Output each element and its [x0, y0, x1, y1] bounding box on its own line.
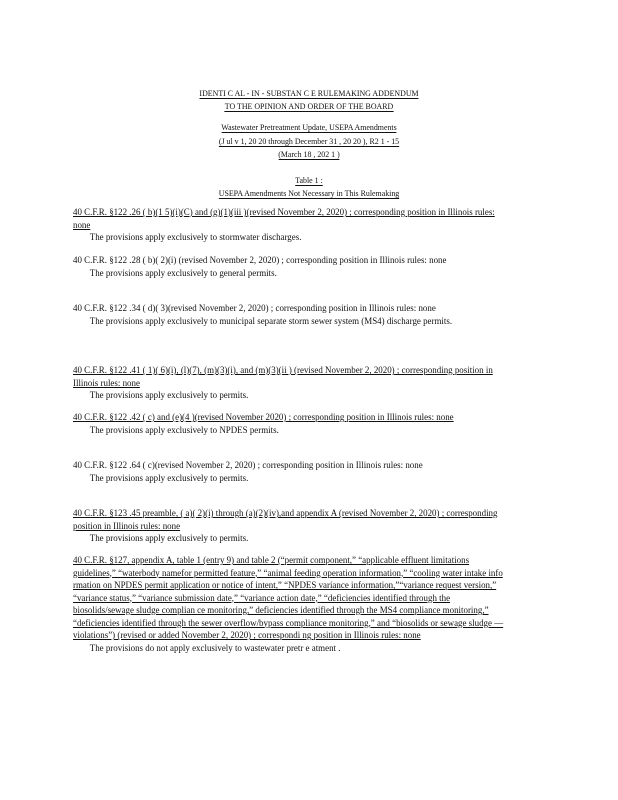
entry-citation: 40 C.F.R. §122 .28 ( b)( 2)(i) (revised November 2, 2020) ; corresponding position in Illinois rules: none — [73, 255, 447, 266]
entry-5 — [73, 412, 505, 437]
title-text: IDENTI C AL - IN - SUBSTAN C E RULEMAKING ADDENDUM — [199, 88, 419, 98]
entry-description: The provisions apply exclusively to NPDES permits. — [89, 424, 279, 436]
entry-citation: 40 C.F.R. §122 .26 ( b)(1 5)(i)(C) and (g)(1)(iii )(revised November 2, 2020) ; corresponding position in Illinois rules: none — [73, 207, 495, 231]
entry-3 — [73, 303, 505, 328]
docket-line1 — [25, 122, 594, 133]
entry-6 — [73, 460, 505, 485]
entry-citation: 40 C.F.R. §122 .42 ( c) and (e)(4 )(revised November 2020) ; corresponding position in Illinois rules: none — [73, 412, 454, 423]
table-title-text: Table 1 : — [295, 175, 323, 185]
docket-text: (March 18 , 202 1 ) — [278, 149, 340, 159]
entry-description: The provisions apply exclusively to municipal separate storm sewer system (MS4) discharge permits. — [89, 315, 453, 327]
entry-description: The provisions apply exclusively to general permits. — [89, 267, 277, 279]
table-title — [25, 175, 594, 186]
docket-line2 — [25, 136, 594, 147]
entry-citation: 40 C.F.R. §122 .64 ( c)(revised November 2, 2020) ; corresponding position in Illinois rules: none — [73, 460, 423, 471]
entry-4 — [73, 365, 505, 403]
entry-8 — [73, 555, 505, 655]
table-subtitle — [25, 188, 594, 199]
entry-description: The provisions apply exclusively to permits. — [89, 533, 249, 544]
docket-text: Wastewater Pretreatment Update, USEPA Amendments — [221, 122, 397, 132]
entry-description: The provisions apply exclusively to stormwater discharges. — [89, 232, 302, 243]
entry-citation: 40 C.F.R. §127, appendix A, table 1 (entry 9) and table 2 (“permit component,” “applicable effluent limitations guidelines,” “waterbody namefor permitted feature,” “animal feeding operation information,” “cooling water intake info rmation on NPDES permit application or notice of intent,” “NPDES variance information,”“variance request version,” “variance status,” “variance submission date,” “variance action date,” “deficiencies identified through the biosolids/sewage sludge complian ce monitoring,” deficiencies identified through the MS4 compliance monitoring,” “deficiencies identified through the sewer overflow/bypass compliance monitoring,” and “biosolids or sewage sludge — violations”) (revised or added November 2, 2020) ; correspondi ng position in Illinois rules: none — [73, 555, 504, 641]
docket-date — [25, 149, 594, 160]
entry-1 — [73, 207, 505, 245]
entry-description: The provisions do not apply exclusively to wastewater pretr e atment . — [89, 642, 341, 654]
entry-citation: 40 C.F.R. §122 .34 ( d)( 3)(revised November 2, 2020) ; corresponding position in Illinois rules: none — [73, 303, 436, 314]
entry-7 — [73, 508, 505, 546]
docket-text: (J ul v 1, 20 20 through December 31 , 20 20 ), R2 1 - 15 — [218, 136, 400, 146]
entry-citation: 40 C.F.R. §122 .41 ( 1)( 6)(i), (l)(7), (m)(3)(i), and (m)(3)(ii ) (revised November 2, 2020) ; corresponding position in Illinois rules: none — [73, 365, 493, 389]
addendum-title-line2 — [25, 101, 594, 112]
entry-description: The provisions apply exclusively to permits. — [89, 390, 249, 401]
table-subtitle-text: USEPA Amendments Not Necessary in This Rulemaking — [218, 188, 400, 198]
entry-2 — [73, 255, 505, 280]
entry-description: The provisions apply exclusively to permits. — [89, 472, 249, 484]
addendum-title-line1 — [25, 88, 594, 99]
entry-citation: 40 C.F.R. §123 .45 preamble, ( a)( 2)(i) through (a)(2)(iv),and appendix A (revised November 2, 2020) ; corresponding position in Illinois rules: none — [73, 508, 498, 532]
title-text: TO THE OPINION AND ORDER OF THE BOARD — [224, 101, 394, 111]
